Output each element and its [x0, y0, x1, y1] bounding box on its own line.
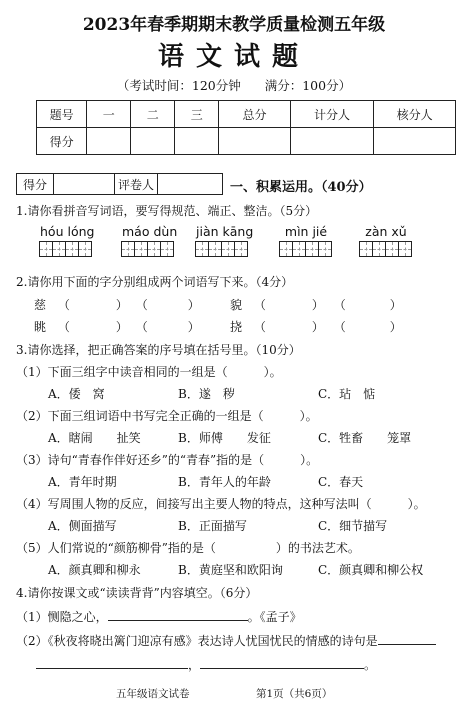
q2-row-2 — [34, 318, 200, 335]
q3-text: 3.请你选择，把正确答案的序号填在括号里。（10分） — [16, 343, 301, 357]
score-cell[interactable] — [290, 128, 374, 155]
tianzige-boxes[interactable] — [40, 241, 94, 257]
q4-text: 4.请你按课文或“读读背背”内容填空。（6分） — [16, 586, 258, 600]
paren-open: （ — [333, 320, 346, 334]
q4-sub1 — [16, 608, 302, 625]
pinyin-label: hóu lóng — [40, 224, 95, 239]
score-cell[interactable] — [87, 128, 131, 155]
tianzige-boxes[interactable] — [196, 241, 253, 257]
grader-cell[interactable] — [158, 174, 223, 195]
score-cell[interactable] — [131, 128, 175, 155]
pinyin-label: máo dùn — [122, 224, 178, 239]
pinyin-item-1 — [40, 224, 94, 257]
paren-open: （ — [253, 298, 266, 312]
grader-score-cell[interactable] — [54, 174, 115, 195]
q3-sub3-opt-c: C．春天 — [318, 475, 364, 489]
comma: ， — [188, 658, 201, 672]
grader-table — [16, 173, 223, 195]
paren-open: （ — [333, 298, 346, 312]
paren-close: ） — [311, 320, 324, 334]
q3-sub3: （3）诗句“青春作伴好还乡”的“青春”指的是（ ）。 — [16, 453, 319, 467]
q2-char: 眺 — [34, 320, 47, 334]
q4-sub1-text: （1）恻隐之心， — [16, 610, 108, 624]
paren-close: ） — [187, 298, 200, 312]
exam-meta — [0, 76, 468, 94]
pinyin-item-2 — [122, 224, 177, 257]
q4-sub1-source: 。《孟子》 — [247, 610, 302, 624]
score-table-header — [37, 101, 456, 128]
q4-sub2 — [16, 632, 436, 649]
full-score: 满分：100分） — [264, 78, 352, 93]
footer-exam-name: 五年级语文试卷 — [116, 688, 190, 700]
pinyin-item-4 — [280, 224, 332, 257]
q3-sub4-opt-b: B．正面描写 — [178, 519, 247, 533]
q3-sub1-opt-a: A．倭 窝 — [48, 387, 105, 401]
tianzige-boxes[interactable] — [122, 241, 177, 257]
q1-text: 1.请你看拼音写词语，要写得规范、端正、整洁。（5分） — [16, 204, 318, 218]
score-table — [36, 100, 456, 155]
score-col-checker: 核分人 — [374, 101, 456, 128]
score-col-1: 一 — [87, 101, 131, 128]
score-col-scorer: 计分人 — [290, 101, 374, 128]
q3-sub5-opt-a: A．颜真卿和柳永 — [48, 563, 141, 577]
fill-blank[interactable] — [200, 668, 364, 669]
footer-page-number: 第1页（共6页） — [256, 688, 333, 700]
paren-open: （ — [135, 298, 148, 312]
score-col-2: 二 — [131, 101, 175, 128]
section-1-heading: 一、积累运用。（40分） — [230, 180, 372, 195]
tianzige-boxes[interactable] — [360, 241, 412, 257]
q2-row-1 — [34, 296, 200, 313]
score-col-label: 题号 — [37, 101, 87, 128]
q3-sub4-opt-c: C．细节描写 — [318, 519, 388, 533]
pinyin-item-5 — [360, 224, 412, 257]
q3-sub2: （2）下面三组词语中书写完全正确的一组是（ ）。 — [16, 409, 318, 423]
q3-sub2-opt-c: C．牲畜 笼罩 — [318, 431, 412, 445]
paren-open: （ — [253, 320, 266, 334]
q3-sub5: （5）人们常说的“颜筋柳骨”指的是（ ）的书法艺术。 — [16, 541, 360, 555]
grader-label: 评卷人 — [115, 174, 158, 195]
q3-sub4-opt-a: A．侧面描写 — [48, 519, 117, 533]
grader-score-label: 得分 — [17, 174, 54, 195]
score-cell[interactable] — [374, 128, 456, 155]
q4-sub2-line2 — [36, 656, 376, 673]
paren-open: （ — [57, 320, 70, 334]
q3-sub4: （4）写周围人物的反应，间接写出主要人物的特点，这种写法叫（ ）。 — [16, 497, 426, 511]
paren-close: ） — [311, 298, 324, 312]
q3-sub3-opt-b: B．青年人的年龄 — [178, 475, 271, 489]
paren-close: ） — [115, 320, 128, 334]
paren-close: ） — [389, 320, 402, 334]
period: 。 — [364, 658, 377, 672]
score-col-total: 总分 — [219, 101, 291, 128]
q2-char: 挠 — [230, 320, 243, 334]
q3-sub5-opt-c: C．颜真卿和柳公权 — [318, 563, 424, 577]
paren-open: （ — [57, 298, 70, 312]
pinyin-label: jiàn kāng — [196, 224, 254, 239]
exam-title: 2023年春季期期末教学质量检测五年级 — [82, 15, 386, 35]
q3-sub3-opt-a: A．青年时期 — [48, 475, 117, 489]
q3-sub1-opt-c: C．玷 惦 — [318, 387, 376, 401]
q2-row-1b — [230, 296, 402, 313]
q3-sub2-opt-b: B．师傅 发征 — [178, 431, 271, 445]
subject-title: 语文试题 — [157, 42, 310, 72]
fill-blank[interactable] — [36, 668, 188, 669]
q2-row-2b — [230, 318, 402, 335]
q3-sub1-opt-b: B．遂 秽 — [178, 387, 235, 401]
pinyin-item-3 — [196, 224, 253, 257]
q2-text: 2.请你用下面的字分别组成两个词语写下来。（4分） — [16, 275, 294, 289]
score-col-3: 三 — [175, 101, 219, 128]
q4-sub2-text: （2）《秋夜将晓出篱门迎凉有感》表达诗人忧国忧民的情感的诗句是 — [16, 634, 378, 648]
exam-time: （考试时间：120分钟 — [116, 78, 241, 93]
paren-close: ） — [389, 298, 402, 312]
paren-close: ） — [187, 320, 200, 334]
q3-sub1: （1）下面三组字中读音相同的一组是（ ）。 — [16, 365, 282, 379]
score-cell[interactable] — [219, 128, 291, 155]
q3-sub2-opt-a: A．瞎闹 扯笑 — [48, 431, 141, 445]
score-cell[interactable] — [175, 128, 219, 155]
q2-char: 貌 — [230, 298, 243, 312]
paren-close: ） — [115, 298, 128, 312]
q2-char: 慈 — [34, 298, 47, 312]
pinyin-label: mìn jié — [284, 224, 328, 239]
fill-blank[interactable] — [108, 620, 248, 621]
pinyin-label: zàn xǔ — [365, 224, 407, 239]
q3-sub5-opt-b: B．黄庭坚和欧阳询 — [178, 563, 283, 577]
paren-open: （ — [135, 320, 148, 334]
fill-blank[interactable] — [378, 644, 436, 645]
score-row-label: 得分 — [37, 128, 87, 155]
score-table-row — [37, 128, 456, 155]
tianzige-boxes[interactable] — [280, 241, 332, 257]
